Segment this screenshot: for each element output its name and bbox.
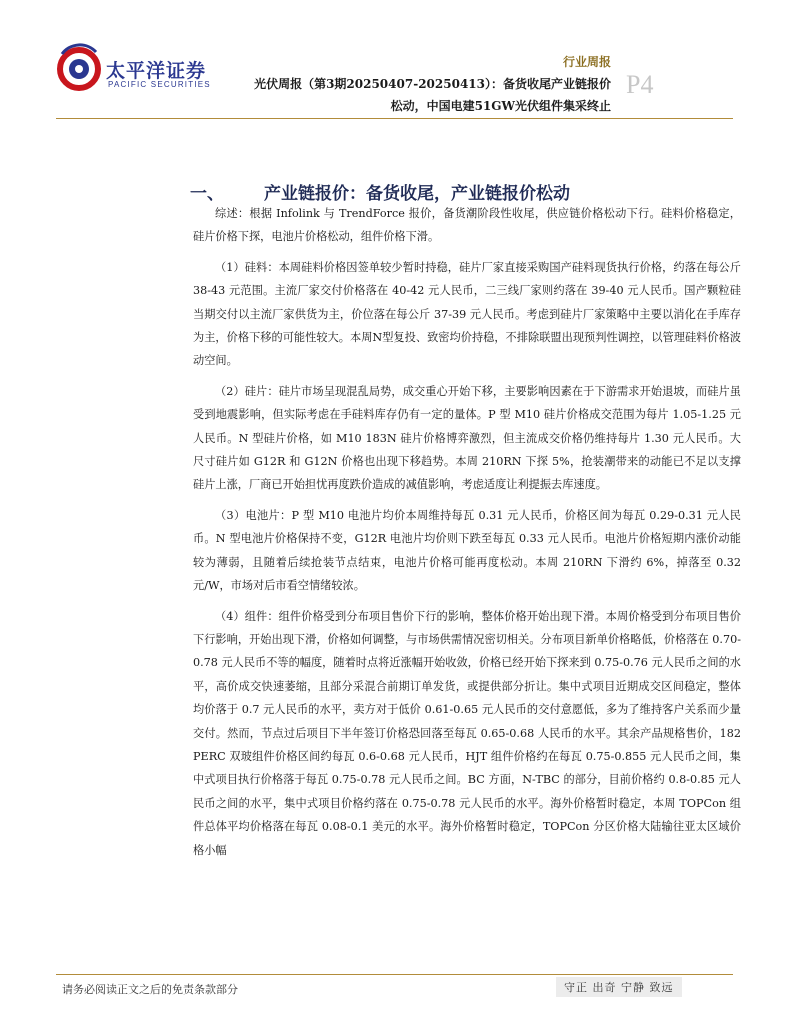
body-text [193,202,741,869]
paragraph-summary: 综述：根据 Infolink 与 TrendForce 报价，备货潮阶段性收尾，供应链价格松动下行。硅料价格稳定，硅片价格下探，电池片价格松动，组件价格下滑。 [193,207,741,244]
report-title [91,73,611,117]
report-title-line1: 光伏周报（第3期20250407-20250413）：备货收尾产业链报价 [254,77,611,91]
brand-name-en: PACIFIC SECURITIES [108,80,211,89]
footer-divider [56,974,733,975]
section-heading [190,179,570,204]
paragraph-cell: （3）电池片：P 型 M10 电池片均价本周维持每瓦 0.31 元人民币，价格区间为每瓦 0.29-0.31 元人民币。N 型电池片价格保持不变，G12R 电池片均价则下跌至每瓦 0.33 元人民币。电池片价格短期内涨价动能较为薄弱，且随着后续抢装节点结束，电池片价格可能再度松动。本周 210RN 下滑约 6%，掉落至 0.32 元/W，市场对后市看空情绪较浓。 [193,508,741,593]
paragraph-module: （4）组件：组件价格受到分布项目售价下行的影响，整体价格开始出现下滑。本周价格受到分布项目售价下行影响，开始出现下滑，价格如何调整，与市场供需情况密切相关。分布项目新单价格略低，价格落在 0.70-0.78 元人民币不等的幅度，随着时点将近涨幅开始收敛，价格已经开始下探来到 0.75-0.76 元人民币之间的水平，高价成交快速萎缩，且部分采混合前期订单发货，或提供部分折让。集中式项目近期成交区间稳定，整体均价落于 0.7 元人民币的水平，卖方对于低价 0.61-0.65 元人民币的交付意愿低，多为了维持客户关系而少量交付。然而，节点过后项目下半年签订价格恐回落至每瓦 0.65-0.68 人民币的水平。其余产品规格售价，182 PERC 双玻组件价格区间约每瓦 0.6-0.68 元人民币，HJT 组件价格约在每瓦 0.75-0.855 元人民币之间，集中式项目执行价格落于每瓦 0.75-0.78 元人民币之间。BC 方面，N-TBC 的部分，目前价格约 0.8-0.85 元人民币之间的水平，集中式项目价格约落在 0.75-0.78 元人民币的水平。海外价格暂时稳定，本周 TOPCon 组件总体平均价格落在每瓦 0.08-0.1 美元的水平。海外价格暂时稳定，TOPCon 分区价格大陆输往亚太区域价格小幅 [193,609,741,857]
section-number: 一、 [190,184,224,204]
paragraph-polysilicon: （1）硅料：本周硅料价格因签单较少暂时持稳，硅片厂家直接采购国产硅料现货执行价格，约落在每公斤 38-43 元范围。主流厂家交付价格落在 40-42 元人民币，二三线厂家则约落在 39-40 元人民币。国产颗粒硅当期交付以主流厂家供货为主，价位落在每公斤 37-39 元人民币。考虑到硅片厂家策略中主要以消化在手库存为主，价格下移的可能性较大。本周N型复投、致密均价持稳，不排除联盟出现预判性调控，以管理硅料价格波动空间。 [193,260,741,368]
page-number: P4 [626,70,654,99]
report-title-line2: 松动，中国电建51GW光伏组件集采终止 [390,99,611,113]
brand-name-cn: 太平洋证券 [106,60,207,82]
section-title-text: 产业链报价：备货收尾，产业链报价松动 [264,184,570,204]
header-divider [56,118,733,119]
report-type: 行业周报 [562,55,611,69]
footer-disclaimer: 请务必阅读正文之后的免责条款部分 [62,983,238,996]
paragraph-wafer: （2）硅片：硅片市场呈现混乱局势，成交重心开始下移，主要影响因素在于下游需求开始退坡，而硅片虽受到地震影响，但实际考虑在手硅料库存仍有一定的量体。P 型 M10 硅片价格成交范围为每片 1.05-1.25 元人民币。N 型硅片价格，如 M10 183N 硅片价格博弈激烈，但主流成交价格仍维持每片 1.30 元人民币。大尺寸硅片如 G12R 和 G12N 价格也出现下移趋势。本周 210RN 下探 5%，抢装潮带来的动能已不足以支撑硅片上涨，厂商已开始担忧再度跌价造成的减值影响，考虑适度让利提振去库速度。 [193,384,741,492]
footer-slogan: 守正 出奇 宁静 致远 [556,977,682,997]
